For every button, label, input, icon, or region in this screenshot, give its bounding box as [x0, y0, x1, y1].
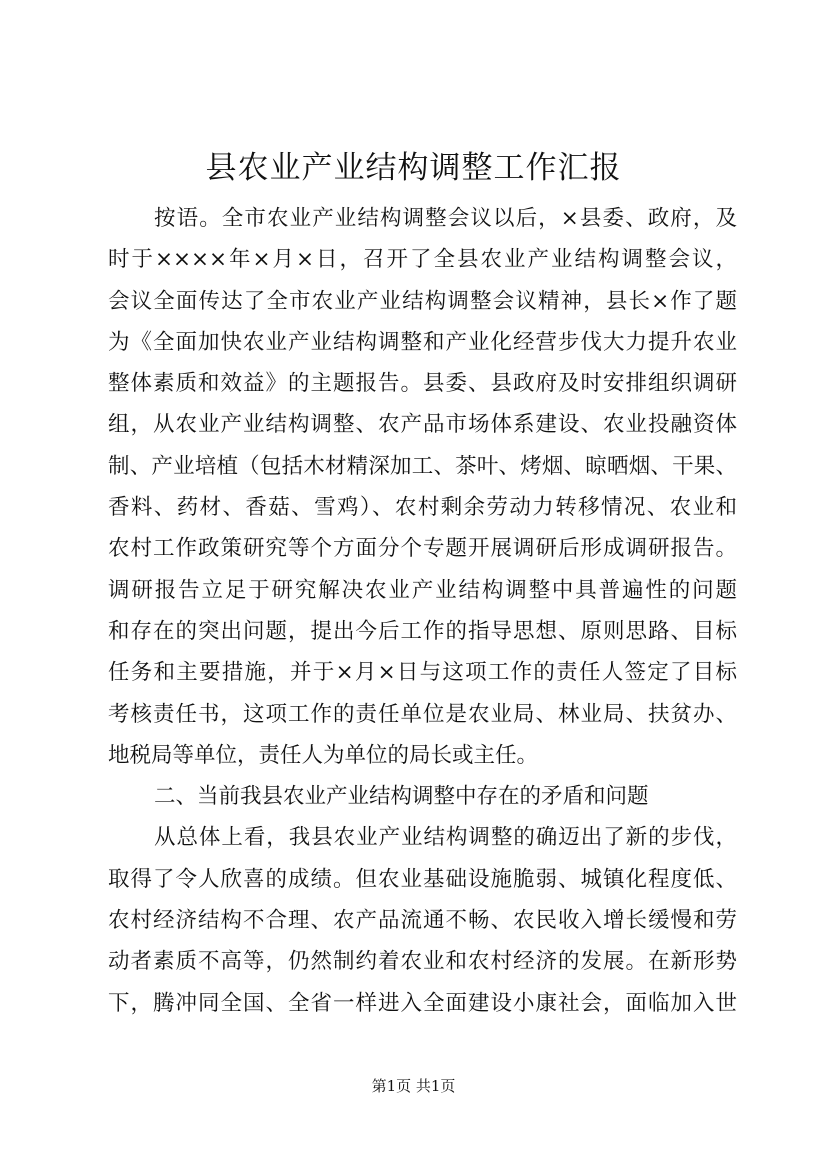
paragraph-line: 组，从农业产业结构调整、农产品市场体系建设、农业投融资体 [108, 412, 737, 438]
document-title: 县农业产业结构调整工作汇报 [205, 150, 622, 186]
section-heading: 二、当前我县农业产业结构调整中存在的矛盾和问题 [154, 784, 649, 810]
paragraph-line: 农村经济结构不合理、农产品流通不畅、农民收入增长缓慢和劳 [108, 908, 737, 934]
paragraph-line: 调研报告立足于研究解决农业产业结构调整中具普遍性的问题 [108, 577, 737, 603]
paragraph-line: 地税局等单位，责任人为单位的局长或主任。 [108, 742, 539, 768]
page-footer: 第1页 共1页 [371, 1077, 456, 1095]
paragraph-line: 时于××××年×月×日，召开了全县农业产业结构调整会议， [108, 247, 737, 273]
paragraph-line: 取得了令人欣喜的成绩。但农业基础设施脆弱、城镇化程度低、 [108, 866, 737, 892]
paragraph-line: 下，腾冲同全国、全省一样进入全面建设小康社会，面临加入世 [108, 990, 737, 1016]
paragraph-line: 会议全面传达了全市农业产业结构调整会议精神，县长×作了题 [108, 288, 737, 314]
paragraph-line: 农村工作政策研究等个方面分个专题开展调研后形成调研报告。 [108, 536, 737, 562]
paragraph-line: 按语。全市农业产业结构调整会议以后，×县委、政府，及 [154, 206, 737, 231]
document-body [108, 198, 737, 1024]
paragraph-line: 从总体上看，我县农业产业结构调整的确迈出了新的步伐， [154, 825, 737, 851]
paragraph-line: 和存在的突出问题，提出今后工作的指导思想、原则思路、目标 [108, 618, 737, 644]
paragraph-line: 考核责任书，这项工作的责任单位是农业局、林业局、扶贫办、 [108, 701, 737, 727]
paragraph-line: 整体素质和效益》的主题报告。县委、县政府及时安排组织调研 [108, 371, 737, 397]
paragraph-line: 香料、药材、香菇、雪鸡）、农村剩余劳动力转移情况、农业和 [108, 495, 737, 521]
paragraph-line: 动者素质不高等，仍然制约着农业和农村经济的发展。在新形势 [108, 949, 737, 975]
paragraph-line: 为《全面加快农业产业结构调整和产业化经营步伐大力提升农业 [108, 329, 737, 355]
paragraph-line: 任务和主要措施，并于×月×日与这项工作的责任人签定了目标 [108, 660, 737, 686]
paragraph-line: 制、产业培植（包括木材精深加工、茶叶、烤烟、晾晒烟、干果、 [108, 453, 737, 479]
